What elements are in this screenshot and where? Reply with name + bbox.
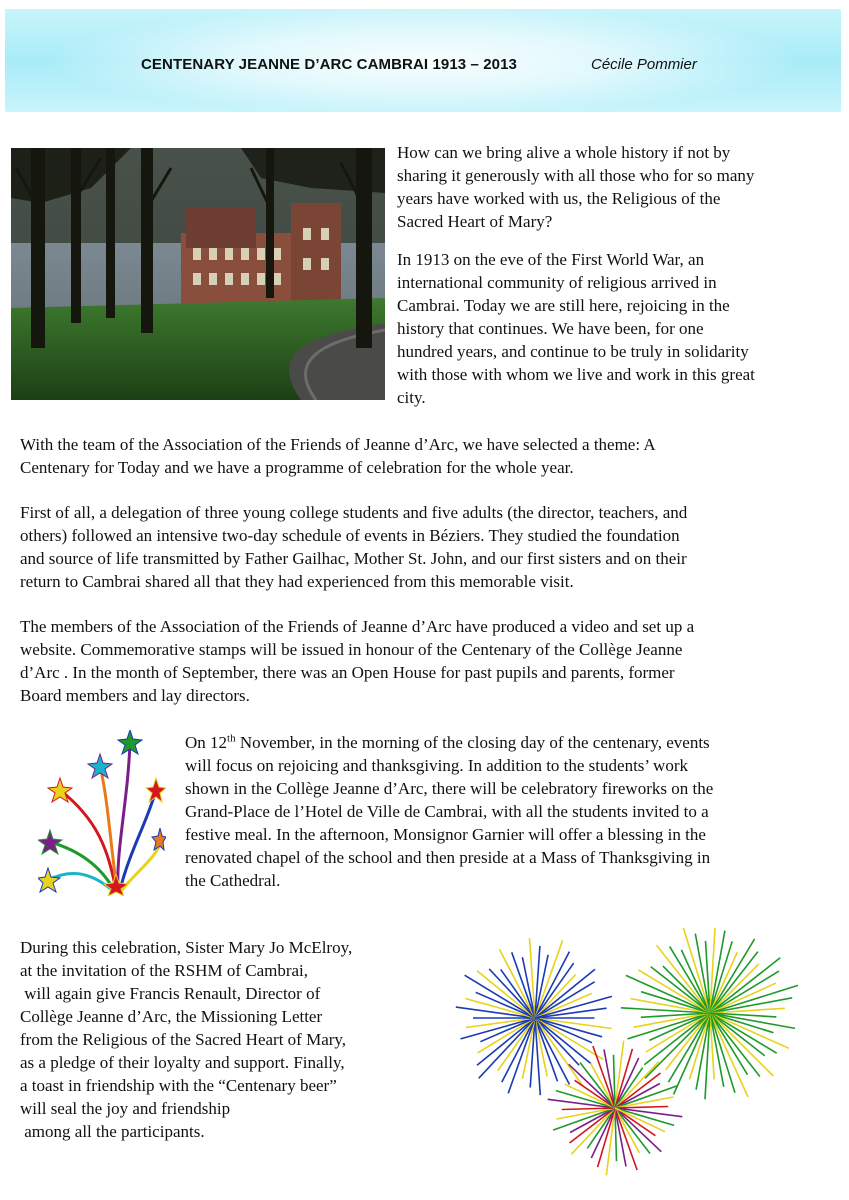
firework-ray: [615, 1108, 650, 1154]
text-line: city.: [397, 388, 426, 407]
page-title: CENTENARY JEANNE D’ARC CAMBRAI 1913 – 2013: [141, 56, 517, 73]
text-line: shown in the Collège Jeanne d’Arc, there will be celebratory fireworks on the: [185, 779, 714, 798]
text-line: With the team of the Association of the Friends of Jeanne d’Arc, we have selected a theme: A: [20, 435, 656, 454]
firework-burst-clipart: [440, 928, 830, 1184]
firework-burst: [456, 938, 612, 1095]
text-line: will seal the joy and friendship: [20, 1099, 231, 1118]
association-paragraph: [20, 615, 694, 707]
firework-ray: [580, 1063, 615, 1109]
text-line: First of all, a delegation of three young college students and five adults (the director, teachers, and: [20, 503, 688, 522]
text-line: hundred years, and continue to be truly in solidarity: [397, 342, 749, 361]
text-line: Collège Jeanne d’Arc, the Missioning Letter: [20, 1007, 323, 1026]
intro-paragraph-2: [397, 248, 755, 409]
theme-paragraph: [20, 433, 656, 479]
firework-clipart: [38, 730, 166, 896]
text-line: return to Cambrai shared all that they had experienced from this memorable visit.: [20, 572, 574, 591]
firework-ray: [479, 1018, 535, 1078]
firework-ray: [535, 1018, 602, 1037]
text-line: and source of life transmitted by Father Gailhac, Mother St. John, and our first sisters and on their: [20, 549, 687, 568]
text-line: Centenary for Today and we have a programme of celebration for the whole year.: [20, 458, 574, 477]
text-line: In 1913 on the eve of the First World War, an: [397, 250, 705, 269]
firework-ray: [570, 1108, 616, 1143]
text-line: others) followed an intensive two-day schedule of events in Béziers. They studied the foundation: [20, 526, 680, 545]
header-banner: [5, 9, 841, 112]
closing-paragraph: [20, 936, 352, 1143]
text-line: Sacred Heart of Mary?: [397, 212, 553, 231]
text-line: How can we bring alive a whole history if not by: [397, 143, 731, 162]
firework-ray: [465, 999, 535, 1019]
school-garden-photo: [11, 148, 385, 400]
firework-ray: [615, 1073, 661, 1108]
text-line: will focus on rejoicing and thanksgiving. In addition to the students’ work: [185, 756, 688, 775]
text-line: website. Commemorative stamps will be issued in honour of the Centenary of the Collège Jeanne: [20, 640, 683, 659]
intro-paragraph-1: [397, 141, 754, 233]
text-line: d’Arc . In the month of September, there was an Open House for past pupils and parents, former: [20, 663, 675, 682]
text-line: as a pledge of their loyalty and support. Finally,: [20, 1053, 345, 1072]
text-line: history that continues. We have been, for one: [397, 319, 704, 338]
text-line: international community of religious arrived in: [397, 273, 717, 292]
text-fragment: November, in the morning of the closing day of the centenary, events: [235, 733, 710, 752]
text-line: festive meal. In the afternoon, Monsignor Garnier will offer a blessing in the: [185, 825, 706, 844]
november-paragraph: [185, 731, 713, 892]
delegation-paragraph: [20, 501, 687, 593]
text-line: among all the participants.: [20, 1122, 205, 1141]
text-line: at the invitation of the RSHM of Cambrai,: [20, 961, 309, 980]
text-line: from the Religious of the Sacred Heart of Mary,: [20, 1030, 347, 1049]
text-line: The members of the Association of the Friends of Jeanne d’Arc have produced a video and set up a: [20, 617, 695, 636]
text-line: with those with whom we live and work in this great: [397, 365, 755, 384]
author-name: Cécile Pommier: [591, 56, 697, 73]
text-line: years have worked with us, the Religious of the: [397, 189, 721, 208]
text-line: sharing it generously with all those who for so many: [397, 166, 755, 185]
firework-ray: [535, 996, 612, 1018]
text-line: renovated chapel of the school and then preside at a Mass of Thanksgiving in: [185, 848, 711, 867]
firework-ray: [461, 1018, 536, 1039]
text-line: Cambrai. Today we are still here, rejoicing in the: [397, 296, 730, 315]
text-fragment: On 12: [185, 733, 228, 752]
text-line: the Cathedral.: [185, 871, 281, 890]
text-line: Grand-Place de l’Hotel de Ville de Cambrai, with all the students invited to a: [185, 802, 709, 821]
text-line: [185, 731, 713, 754]
superscript: th: [227, 732, 236, 745]
text-line: will again give Francis Renault, Director of: [20, 984, 321, 1003]
text-line: a toast in friendship with the “Centenary beer”: [20, 1076, 337, 1095]
text-line: Board members and lay directors.: [20, 686, 250, 705]
text-line: During this celebration, Sister Mary Jo McElroy,: [20, 938, 353, 957]
